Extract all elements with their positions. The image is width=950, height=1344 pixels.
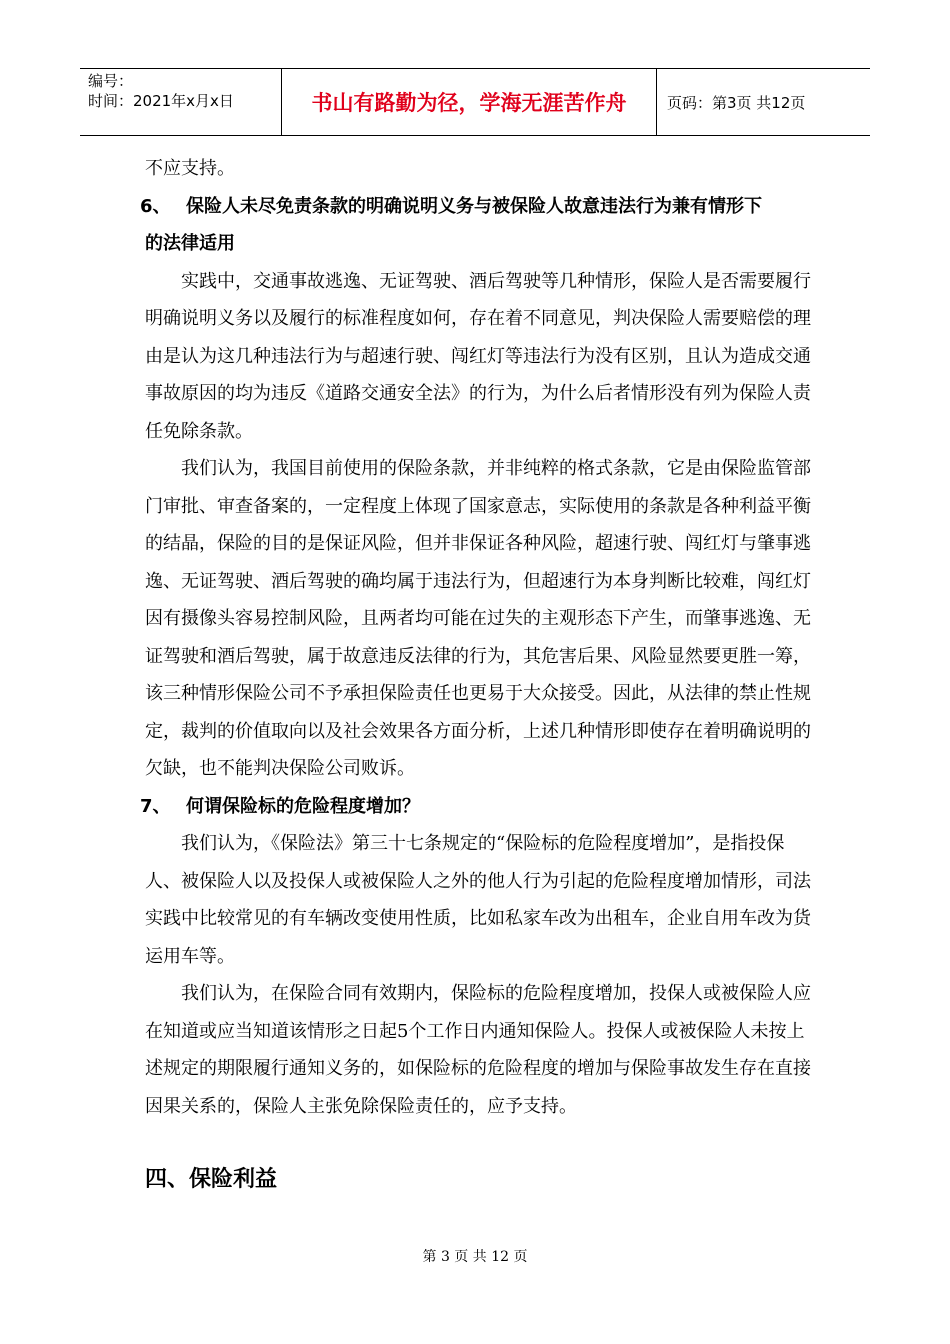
- heading-number: 7、: [140, 795, 171, 817]
- page-header: [80, 68, 870, 136]
- header-motto: 书山有路勤为径，学海无涯苦作舟: [282, 69, 657, 135]
- heading-6-continued: 的法律适用: [145, 233, 235, 254]
- heading-text: 保险人未尽免责条款的明确说明义务与被保险人故意违法行为兼有情形下: [186, 195, 762, 217]
- document-body: [140, 150, 815, 1125]
- section-title: 四、保险利益: [145, 1167, 278, 1192]
- heading-text: 何谓保险标的危险程度增加？: [186, 795, 420, 817]
- paragraph: 我们认为，《保险法》第三十七条规定的“保险标的危险程度增加”，是指投保人、被保险人以及投保人或被保险人之外的他人行为引起的危险程度增加情形，司法实践中比较常见的有车辆改变使用性质，比如私家车改为出租车，企业自用车改为货运用车等。: [145, 833, 811, 967]
- paragraph: 我们认为，在保险合同有效期内，保险标的危险程度增加，投保人或被保险人应在知道或应当知道该情形之日起5个工作日内通知保险人。投保人或被保险人未按上述规定的期限履行通知义务的，如保险标的危险程度的增加与保险事故发生存在直接因果关系的，保险人主张免除保险责任的，应予支持。: [145, 983, 811, 1117]
- header-meta: [80, 69, 282, 135]
- paragraph: 实践中，交通事故逃逸、无证驾驶、酒后驾驶等几种情形，保险人是否需要履行明确说明义务以及履行的标准程度如何，存在着不同意见，判决保险人需要赔偿的理由是认为这几种违法行为与超速行驶、闯红灯等违法行为没有区别，且认为造成交通事故原因的均为违反《道路交通安全法》的行为，为什么后者情形没有列为保险人责任免除条款。: [145, 270, 811, 442]
- date-label: 时间：2021年x月x日: [88, 92, 234, 110]
- heading-6: [140, 188, 815, 226]
- heading-number: 6、: [140, 195, 171, 217]
- page-footer: 第 3 页 共 12 页: [422, 1249, 528, 1265]
- header-page-info: 页码：第3页 共12页: [667, 93, 806, 112]
- heading-7: [140, 788, 815, 826]
- paragraph: 我们认为，我国目前使用的保险条款，并非纯粹的格式条款，它是由保险监管部门审批、审查备案的，一定程度上体现了国家意志，实际使用的条款是各种利益平衡的结晶，保险的目的是保证风险，但并非保证各种风险，超速行驶、闯红灯与肇事逃逸、无证驾驶、酒后驾驶的确均属于违法行为，但超速行为本身判断比较难，闯红灯因有摄像头容易控制风险，且两者均可能在过失的主观形态下产生，而肇事逃逸、无证驾驶和酒后驾驶，属于故意违反法律的行为，其危害后果、风险显然要更胜一筹，该三种情形保险公司不予承担保险责任也更易于大众接受。因此，从法律的禁止性规定，裁判的价值取向以及社会效果各方面分析，上述几种情形即使存在着明确说明的欠缺，也不能判决保险公司败诉。: [145, 458, 811, 779]
- code-label: 编号：: [88, 72, 134, 90]
- paragraph: 不应支持。: [145, 158, 235, 179]
